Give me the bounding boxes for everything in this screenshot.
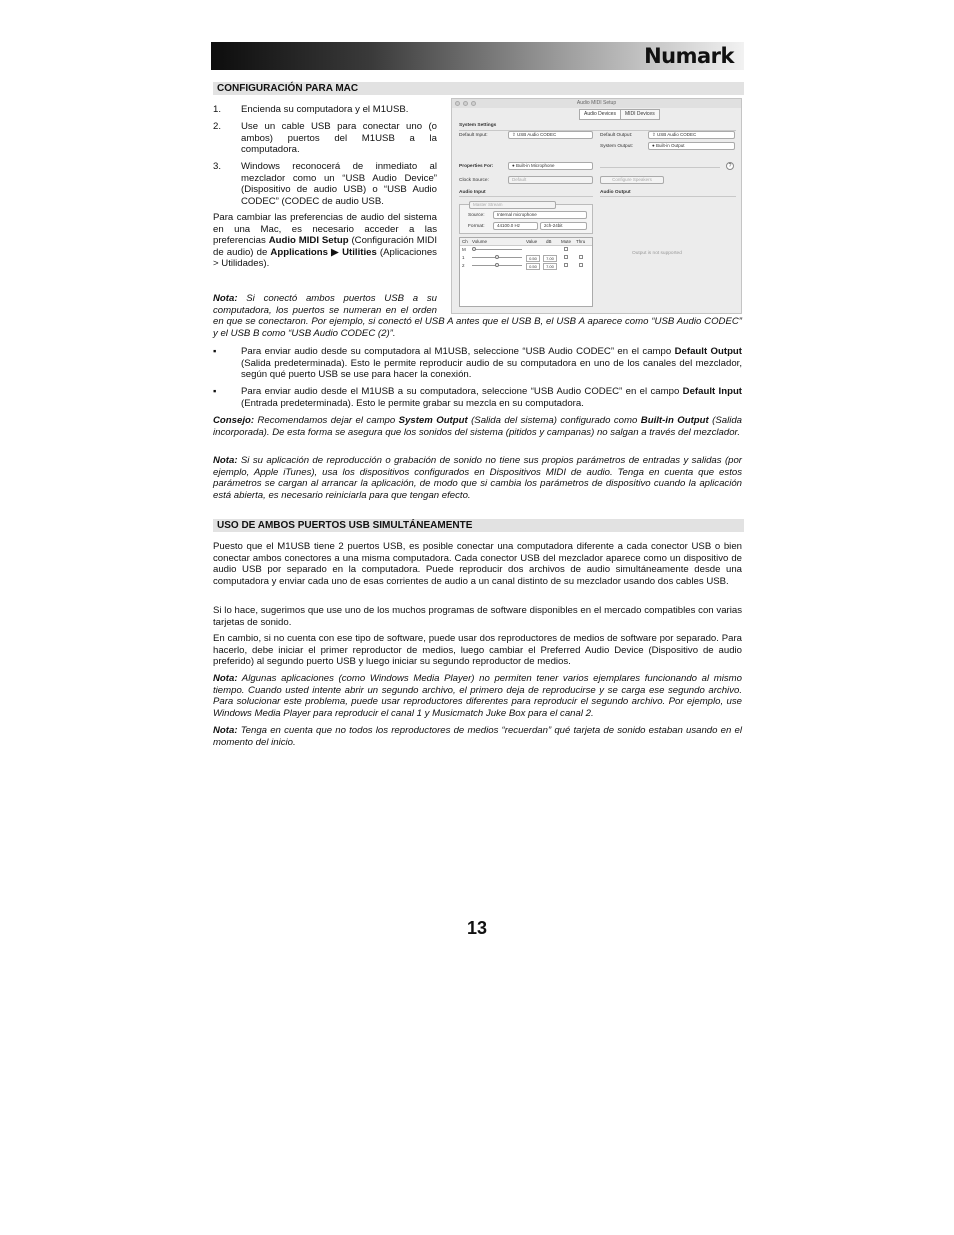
volume-knob-2[interactable] [495,263,499,267]
note-application-settings: Nota: Si su aplicación de reproducción o grabación de sonido no tiene sus propios parámetros de entradas y salidas (por ejemplo, Apple iTunes), usa los dispositivos configurados en Dispositivos MIDI de audio. Tenga en cuenta que estos parámetros se cargan al arrancar la aplicación, de modo que si cambia los parámetros de dispositivo cuando la aplicación está abierta, es necesario reiniciarla para que tengan efecto. [213,455,742,501]
window-title: Audio MIDI Setup [452,99,741,108]
volume-knob-1[interactable] [495,255,499,259]
format-bits-select[interactable]: 2ch-24bit [540,222,587,230]
default-output-label: Default Output: [600,133,633,138]
db-field-1[interactable]: 7.00 [543,255,557,262]
source-select[interactable]: Internal microphone [493,211,587,219]
divider [459,196,593,197]
mute-checkbox-2[interactable] [564,263,568,267]
apple-icon: ● [652,143,656,148]
note-multiple-instances: Nota: Algunas aplicaciones (como Windows Media Player) no permiten tener varios ejemplares funcionando al mismo tiempo. Cuando usted intente abrir un segundo archivo, el primero deja de reproducirse y se carga ese segundo archivo. Para solucionar este problema, puede usar reproductores diferentes para reproducir el segundo archivo. Por ejemplo, use Windows Media Player para reproducir el canal 1 y Musicmatch Juke Box para el canal 2. [213,673,742,719]
paragraph-two-players: En cambio, si no cuenta con ese tipo de software, puede usar dos reproductores de medios de software por separado. Para hacerlo, debe iniciar el primer reproductor de medios, luego cambiar el Preferred Audio Device (Dispositivo de audio preferido) al segundo puerto USB y luego iniciar su segundo reproductor de medios. [213,633,742,668]
zoom-icon [471,101,476,106]
step-text-3: Windows reconocerá de inmediato al mezclador como un “USB Audio Device” (Dispositivo de audio USB) o “USB Audio CODEC” (CODEC de audio USB. [241,161,437,207]
db-field-2[interactable]: 7.00 [543,263,557,270]
page-number: 13 [466,918,488,938]
step-text-1: Encienda su computadora y el M1USB. [241,104,409,115]
properties-for-label: Properties For: [459,164,494,169]
volume-knob-m[interactable] [472,247,476,251]
tab-audio-devices[interactable]: Audio Devices [580,110,621,119]
help-button[interactable]: ? [726,162,734,170]
audio-output-heading: Audio Output [600,190,631,195]
system-output-label: System Output: [600,144,634,149]
format-label: Format: [468,224,485,229]
bullet-default-input: Para enviar audio desde el M1USB a su computadora, seleccione “USB Audio CODEC” en el campo Default Input (Entrada predeterminada). Esto le permite grabar su mezcla en su computadora. [241,386,743,409]
volume-slider-m[interactable] [472,249,522,250]
usb-icon: ⇪ [652,132,658,137]
col-mute: Mute [561,239,572,244]
source-label: Source: [468,213,485,218]
section-title-both-ports: USO DE AMBOS PUERTOS USB SIMULTÁNEAMENTE [213,519,744,532]
apple-icon: ● [512,163,516,168]
divider [600,196,736,197]
tab-bar [579,109,660,120]
tip-system-output: Consejo: Recomendamos dejar el campo System Output (Salida del sistema) configurado como Built-in Output (Salida incorporada). De esta forma se asegura que los sonidos del sistema (pitidos y campanas) no salgan a través del mezclador. [213,415,742,438]
row-label-2: 2 [462,263,465,268]
thru-checkbox-2[interactable] [579,263,583,267]
step-text-2: Use un cable USB para conectar uno (o ambos) puertos del M1USB a la computadora. [241,121,437,156]
paragraph-software-suggestion: Si lo hace, sugerimos que use uno de los muchos programas de software disponibles en el mercado compatibles con varias tarjetas de sonido. [213,605,742,628]
close-icon [455,101,460,106]
bullet-icon: ▪ [213,346,217,357]
minimize-icon [463,101,468,106]
value-field-2[interactable]: 0.50 [526,263,540,270]
col-volume: Volume [472,239,488,244]
row-label-m: M [462,247,466,252]
step-number-1: 1. [213,104,222,115]
section-title-mac: CONFIGURACIÓN PARA MAC [213,82,744,95]
default-input-label: Default Input: [459,133,488,138]
audio-midi-setup-screenshot [451,98,742,314]
header-bar [211,42,744,70]
numark-logo: Numark [644,44,734,68]
note-players-remember: Nota: Tenga en cuenta que no todos los reproductores de medios “recuerdan” qué tarjeta de sonido estaban usando en el momento del inicio. [213,725,742,748]
tab-midi-devices[interactable]: MIDI Devices [624,111,655,117]
col-value: Value [526,239,538,244]
col-thru: Thru [576,239,586,244]
step-number-2: 2. [213,121,222,132]
col-db: dB [546,239,552,244]
row-label-1: 1 [462,255,465,260]
system-settings-heading: System Settings [459,123,497,128]
mute-checkbox-1[interactable] [564,255,568,259]
note-port-numbering: Nota: Si conectó ambos puertos USB a su computadora, los puertos se numeran en el orden en que se conectaron. Por ejemplo, si conectó el USB A antes que el USB B, el USB A aparece como “USB Audio CODEC” y el USB B como “USB Audio CODEC (2)”. [213,293,742,339]
mac-preferences-paragraph: Para cambiar las preferencias de audio del sistema en una Mac, es necesario acceder a las preferencias Audio MIDI Setup (Configuración MIDI de audio) de Applications ▶ Utilities (Aplicaciones > Utilidades). [213,212,437,270]
value-field-1[interactable]: 0.50 [526,255,540,262]
master-stream-select[interactable]: Master Stream [469,201,556,209]
bullet-default-output: Para enviar audio desde su computadora al M1USB, seleccione “USB Audio CODEC” en el campo Default Output (Salida predeterminada). Esto le permite reproducir audio de su computadora en uno de los canales del mezclador, según qué puerto USB se use para hacer la conexión. [241,346,742,381]
clock-source-label: Clock Source: [459,178,489,183]
paragraph-two-ports: Puesto que el M1USB tiene 2 puertos USB, es posible conectar una computadora diferente a cada conector USB o bien conectar ambos conectores a una misma computadora. Cada conector USB del mezclador aparece como un dispositivo de audio USB por separado en la computadora. Puede reproducir dos archivos de audio simultáneamente desde una computadora y enviar cada uno de esas corrientes de audio a un canal distinto de su mezclador usando dos cables USB. [213,541,742,587]
configure-speakers-button[interactable]: Configure Speakers [600,176,664,184]
mute-checkbox-m[interactable] [564,247,568,251]
channel-volume-table [459,237,593,307]
clock-source-select[interactable]: Default [508,176,593,184]
output-not-supported-text: Output is not supported [632,251,682,256]
audio-input-heading: Audio Input [459,190,486,195]
usb-icon: ⇪ [512,132,518,137]
bullet-icon: ▪ [213,386,217,397]
divider [600,167,720,168]
default-output-select[interactable]: ⇪ USB Audio CODEC [648,131,735,139]
thru-checkbox-1[interactable] [579,255,583,259]
properties-for-select[interactable]: ● Built-in Microphone [508,162,593,170]
default-input-select[interactable]: ⇪ USB Audio CODEC [508,131,593,139]
format-rate-select[interactable]: 44100.0 Hz [493,222,538,230]
col-ch: Ch [462,239,468,244]
system-output-select[interactable]: ● Built-in Output [648,142,735,150]
step-number-3: 3. [213,161,222,172]
